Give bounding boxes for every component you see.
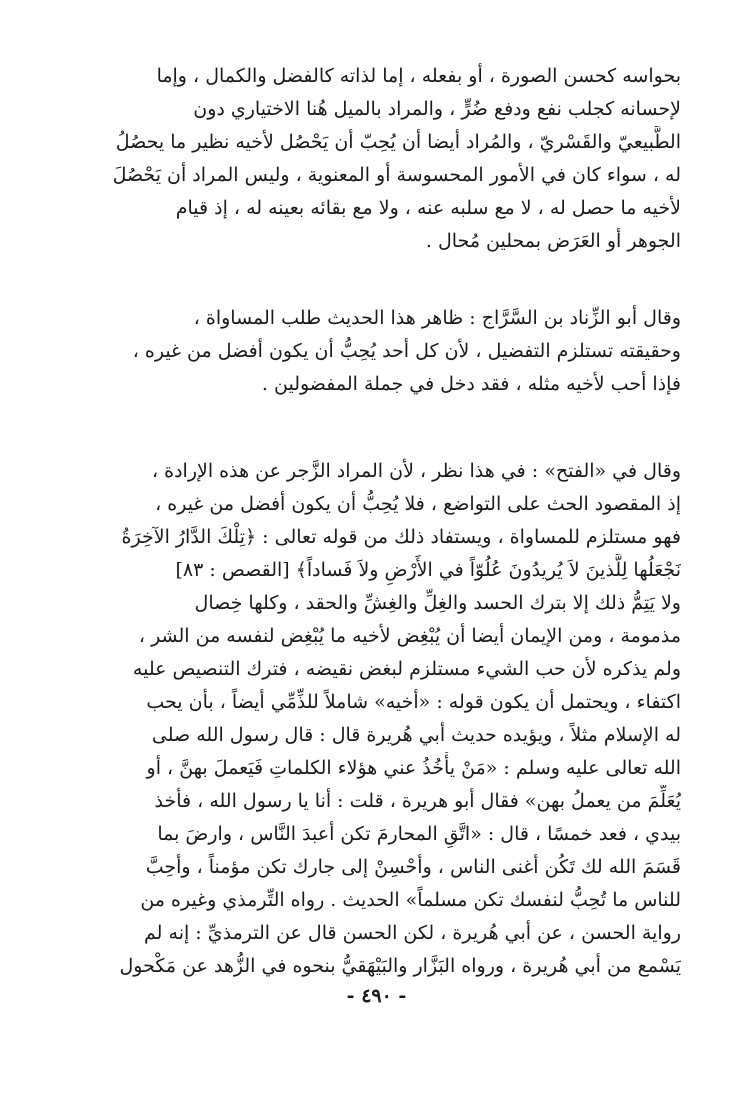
text-line: اكتفاء ، ويحتمل أن يكون قوله : «أخيه» شاملاً للذِّمِّي أيضاً ، بأن يحب [146,691,681,713]
paragraph-3 [74,455,681,983]
text-line: نَجْعَلُها لِلَّذينَ لاَ يُريدُونَ عُلُوّاً في الأَرْضِ ولاَ فَساداً﴾ [القصص : ٨٣] [175,559,681,581]
text-line: ولا يَتِمُّ ذلك إلا بترك الحسد والغِلِّ والغِشِّ والحقد ، وكلها خِصال [194,592,681,614]
text-line: وحقيقته تستلزم التفضيل ، لأن كل أحد يُحِبُّ أن يكون أفضل من غيره ، [132,340,681,362]
text-line: الطَّبيعيّ والقَسْريّ ، والمُراد أيضا أن يُحِبّ أن يَحْصُل لأخيه نظير ما يحصُلُ [115,131,681,153]
text-line: يَسْمع من أبي هُريرة ، ورواه البَزَّار والبَيْهَقيُّ بنحوه في الزُّهد عن مَكْحول [119,955,681,977]
paragraph-2 [74,302,681,401]
text-line: مذمومة ، ومن الإيمان أيضا أن يُبْغِض لأخيه ما يُبْغِض لنفسه من الشر ، [138,625,681,647]
text-line: للناس ما تُحِبُّ لنفسك تكن مسلماً» الحديث . رواه التِّرمذي وغيره من [140,889,681,911]
text-line: ولم يذكره لأن حب الشيء مستلزم لبغض نقيضه ، فترك التنصيص عليه [132,658,681,680]
text-line: لأخيه ما حصل له ، لا مع سلبه عنه ، ولا مع بقائه بعينه له ، إذ قيام [175,197,681,219]
text-line: يُعَلِّمَ من يعملُ بهن» فقال أبو هريرة ، قلت : أنا يا رسول الله ، فأخذ [154,790,681,812]
text-line: له ، سواء كان في الأمور المحسوسة أو المعنوية ، وليس المراد أن يَحْصُلَ [112,164,681,186]
text-line: وقال في «الفتح» : في هذا نظر ، لأن المراد الزَّجر عن هذه الإرادة ، [151,460,681,482]
text-line: وقال أبو الزِّناد بن السَّرَّاج : ظاهر هذا الحديث طلب المساواة ، [193,307,681,329]
text-line: قَسَمَ الله لك تَكُن أغنى الناس ، وأحْسِنْ إلى جارك تكن مؤمناً ، وأحِبَّ [145,856,681,878]
text-line: الجوهر أو العَرَض بمحلين مُحال . [425,230,681,252]
page-number: - ٤٩٠ - [346,985,407,1007]
text-line: بيدي ، فعد خمسًا ، قال : «اتَّقِ المحارمَ تكن أعبدَ النَّاس ، وارضَ بما [157,823,681,845]
text-line: فهو مستلزم للمساواة ، ويستفاد ذلك من قوله تعالى : ﴿تِلْكَ الدَّارُ الآخِرَةُ [121,526,681,548]
text-line: إذ المقصود الحث على التواضع ، فلا يُحِبُّ أن يكون أفضل من غيره ، [155,493,681,515]
text-line: بحواسه كحسن الصورة ، أو بفعله ، إما لذاته كالفضل والكمال ، وإما [156,65,681,87]
text-line: رواية الحسن ، عن أبي هُريرة ، لكن الحسن قال عن الترمذيِّ : إنه لم [144,922,681,944]
text-line: فإذا أحب لأخيه مثله ، فقد دخل في جملة المفضولين . [261,373,681,395]
paragraph-1 [74,60,681,258]
text-line: لإحسانه كجلب نفع ودفع ضُرٍّ ، والمراد بالميل هُنا الاختياري دون [193,98,681,120]
text-line: له الإسلام مثلاً ، ويؤيده حديث أبي هُريرة قال : قال رسول الله صلى [151,724,681,746]
text-line: الله تعالى عليه وسلم : «مَنْ يأْخُذُ عني هؤلاء الكلماتِ فَيَعملَ بهنَّ ، أو [146,757,681,779]
